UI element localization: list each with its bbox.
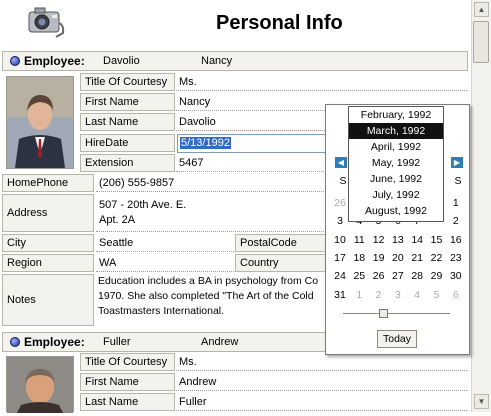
calendar-day[interactable]: 4 xyxy=(414,288,421,301)
home-phone-label: HomePhone xyxy=(2,174,94,192)
employee-bullet-icon xyxy=(10,337,20,347)
notes-value[interactable] xyxy=(98,274,348,322)
calendar-day[interactable]: 13 xyxy=(392,233,404,246)
last-name-label: Last Name xyxy=(80,113,175,131)
camera-icon xyxy=(26,3,66,39)
calendar-day[interactable]: 19 xyxy=(372,251,385,264)
extension-value[interactable]: 5467 xyxy=(176,154,326,172)
calendar-day[interactable]: 21 xyxy=(411,251,424,264)
home-phone-value[interactable]: (206) 555-9857 xyxy=(96,174,326,192)
calendar-day[interactable]: 25 xyxy=(353,270,366,283)
employee-header-label: Employee: xyxy=(24,335,85,349)
calendar-day[interactable]: 28 xyxy=(411,270,424,283)
month-option[interactable]: July, 1992 xyxy=(372,189,420,201)
region-label: Region xyxy=(2,254,94,272)
calendar-day[interactable]: 14 xyxy=(411,233,424,246)
last-name-value[interactable]: Fuller xyxy=(176,393,467,411)
hire-date-value: 5/13/1992 xyxy=(181,137,230,149)
calendar-day[interactable]: 11 xyxy=(353,233,365,246)
title-of-courtesy-label: Title Of Courtesy xyxy=(80,353,175,371)
calendar-day[interactable]: 22 xyxy=(430,251,443,264)
calendar-slider-thumb[interactable] xyxy=(379,309,388,318)
employee-header-label: Employee: xyxy=(24,54,85,68)
next-month-icon[interactable]: ▶ xyxy=(451,157,463,168)
city-label: City xyxy=(2,234,94,252)
title-of-courtesy-value[interactable]: Ms. xyxy=(176,73,467,91)
calendar-slider-track[interactable] xyxy=(343,313,450,316)
title-of-courtesy-label: Title Of Courtesy xyxy=(80,73,175,91)
postal-code-label: PostalCode xyxy=(235,234,329,252)
region-value[interactable]: WA xyxy=(96,254,234,272)
calendar-day[interactable]: 3 xyxy=(394,288,401,301)
calendar-day[interactable]: 27 xyxy=(392,270,404,283)
employee-header-first: Fuller xyxy=(103,336,131,348)
employee-bullet-icon xyxy=(10,56,20,66)
address-value[interactable] xyxy=(96,194,326,232)
calendar-day[interactable]: 1 xyxy=(452,197,459,209)
calendar-day[interactable]: 31 xyxy=(334,288,346,301)
month-option[interactable]: May, 1992 xyxy=(371,157,421,169)
calendar-day[interactable]: 17 xyxy=(334,251,346,264)
month-option[interactable]: March, 1992 xyxy=(349,123,443,139)
month-option[interactable]: February, 1992 xyxy=(360,109,432,121)
calendar-day[interactable]: 12 xyxy=(372,233,385,246)
employee-header xyxy=(2,51,468,71)
employee-header-first: Davolio xyxy=(103,55,140,67)
calendar-day[interactable]: 5 xyxy=(433,288,440,301)
calendar-day[interactable]: 18 xyxy=(353,251,366,264)
calendar-day[interactable]: 2 xyxy=(452,215,459,228)
day-of-week-last: S xyxy=(454,175,462,187)
prev-month-icon[interactable]: ◀ xyxy=(335,157,347,168)
calendar-day[interactable]: 10 xyxy=(334,233,346,246)
employee-photo xyxy=(6,76,74,169)
calendar-day[interactable]: 2 xyxy=(375,288,382,301)
scroll-down-button[interactable]: ▼ xyxy=(474,394,489,409)
employee-header-last: Andrew xyxy=(201,336,239,348)
today-button[interactable]: Today xyxy=(377,330,417,348)
employee-photo xyxy=(6,356,74,412)
first-name-value[interactable]: Nancy xyxy=(176,93,467,111)
scroll-up-button[interactable]: ▲ xyxy=(474,2,489,17)
hire-date-label: HireDate xyxy=(80,134,175,152)
month-dropdown-list xyxy=(348,106,444,222)
calendar-day[interactable]: 29 xyxy=(430,270,443,283)
employee-header-last: Nancy xyxy=(201,55,233,67)
calendar-day[interactable]: 26 xyxy=(334,197,346,209)
title-of-courtesy-value[interactable]: Ms. xyxy=(176,353,467,371)
month-option[interactable]: April, 1992 xyxy=(370,141,422,153)
calendar-day[interactable]: 15 xyxy=(430,233,443,246)
calendar-day[interactable]: 23 xyxy=(449,251,462,264)
last-name-value[interactable]: Davolio xyxy=(176,113,467,131)
address-label: Address xyxy=(2,194,94,232)
calendar-day[interactable]: 16 xyxy=(449,233,462,246)
scrollbar-thumb[interactable] xyxy=(473,21,489,63)
calendar-day[interactable]: 26 xyxy=(372,270,385,283)
last-name-label: Last Name xyxy=(80,393,175,411)
address-line-2: Apt. 2A xyxy=(99,214,136,226)
city-value[interactable]: Seattle xyxy=(96,234,234,252)
first-name-value[interactable]: Andrew xyxy=(176,373,467,391)
first-name-label: First Name xyxy=(80,93,175,111)
month-option[interactable]: August, 1992 xyxy=(365,205,427,217)
notes-line-1: Education includes a BA in psychology from Co xyxy=(98,275,319,287)
calendar-day[interactable]: 20 xyxy=(392,251,404,264)
country-label: Country xyxy=(235,254,329,272)
day-of-week-first: S xyxy=(339,175,347,187)
first-name-label: First Name xyxy=(80,373,175,391)
calendar-day[interactable]: 3 xyxy=(337,215,343,228)
notes-line-2: 1970. She also completed "The Art of the Cold xyxy=(98,290,314,302)
notes-label: Notes xyxy=(2,274,94,326)
calendar-day[interactable]: 24 xyxy=(334,270,346,283)
extension-label: Extension xyxy=(80,154,175,172)
notes-line-3: Toastmasters International. xyxy=(98,305,225,317)
page-title: Personal Info xyxy=(216,12,343,34)
address-line-1: 507 - 20th Ave. E. xyxy=(99,199,187,211)
month-option[interactable]: June, 1992 xyxy=(370,173,422,185)
calendar-day[interactable]: 1 xyxy=(356,288,363,301)
calendar-day[interactable]: 30 xyxy=(449,270,462,283)
calendar-day[interactable]: 6 xyxy=(452,288,459,301)
